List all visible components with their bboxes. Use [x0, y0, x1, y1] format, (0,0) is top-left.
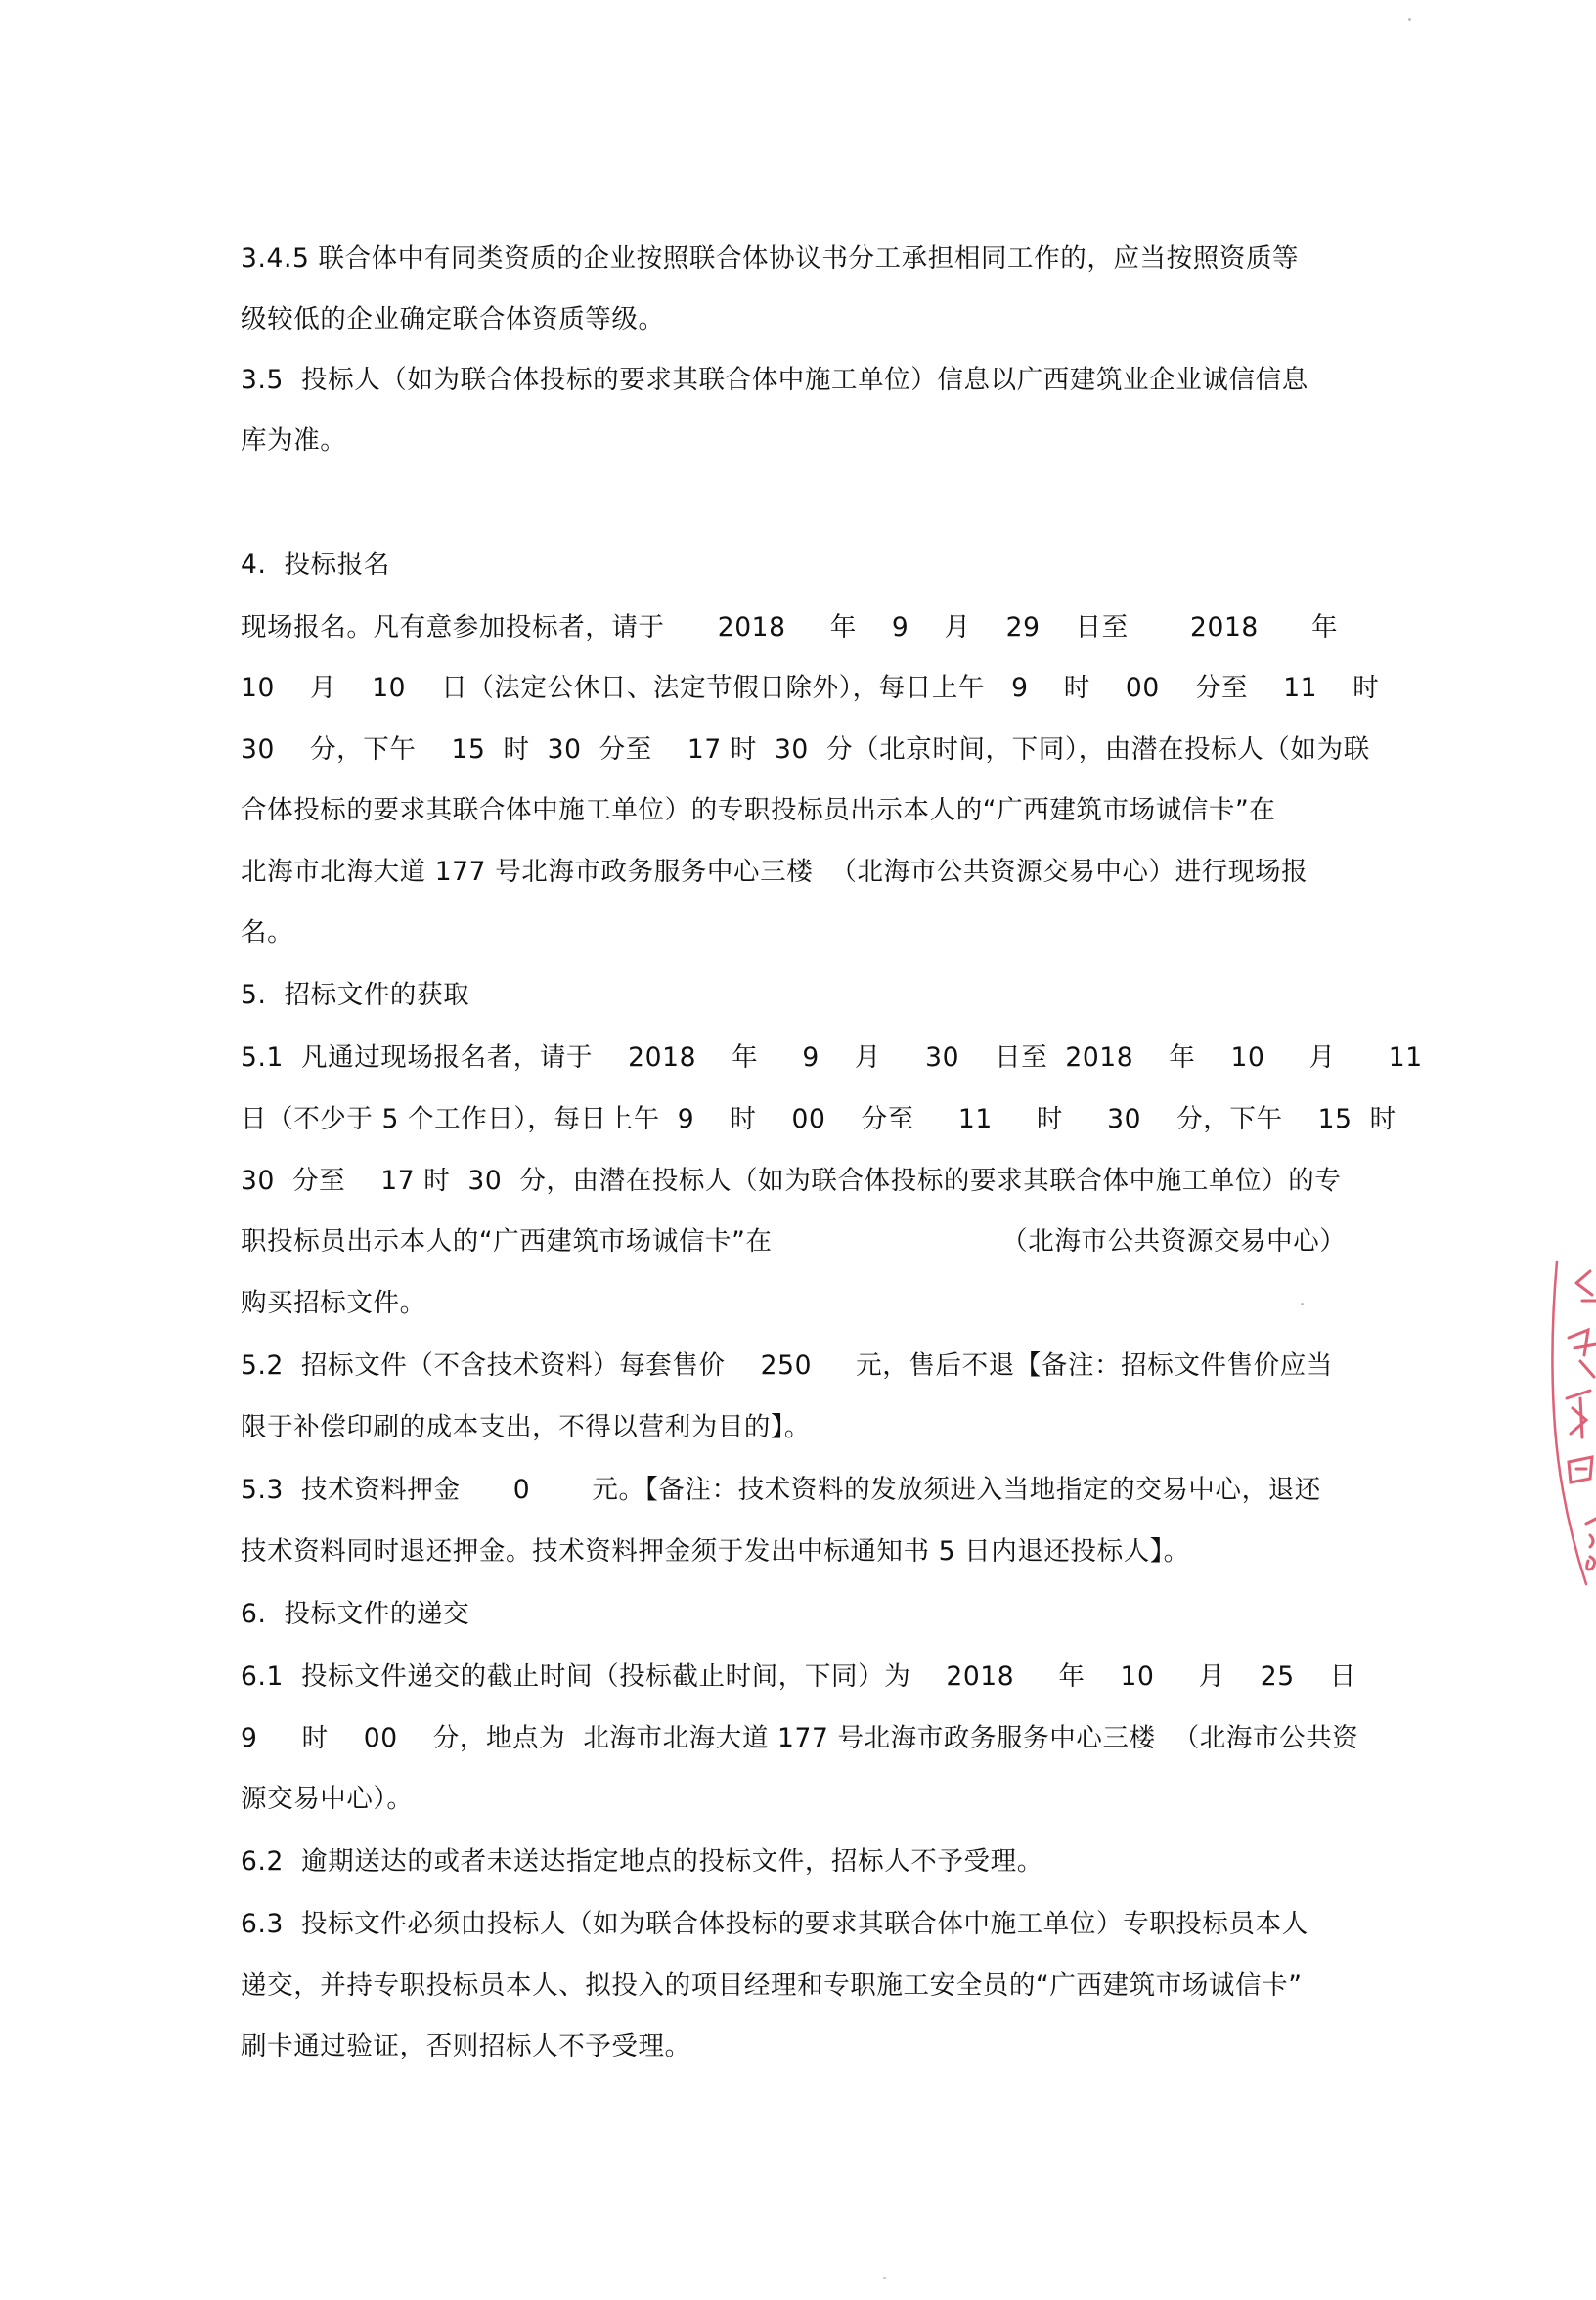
clause-5-2-line-2: 限于补偿印刷的成本支出，不得以营利为目的】。 — [241, 1412, 811, 1442]
section-4-line-1: 现场报名。凡有意参加投标者，请于 2018 年 9 月 29 日至 2018 年 — [241, 612, 1339, 642]
section-4-line-2: 10 月 10 日（法定公休日、法定节假日除外），每日上午 9 时 00 分至 11 时 — [241, 673, 1380, 703]
clause-6-3-line-2: 递交，并持专职投标员本人、拟投入的项目经理和专职施工安全员的“广西建筑市场诚信卡” — [241, 1970, 1303, 2001]
clause-3-4-5-line-2: 级较低的企业确定联合体资质等级。 — [241, 304, 665, 334]
clause-5-3-line-1: 5.3 技术资料押金 0 元。【备注：技术资料的发放须进入当地指定的交易中心，退还 — [241, 1475, 1321, 1505]
clause-6-3-line-3: 刷卡通过验证，否则招标人不予受理。 — [241, 2031, 691, 2061]
clause-6-1-line-2: 9 时 00 分，地点为 北海市北海大道 177 号北海市政务服务中心三楼 （北海市公共资 — [241, 1723, 1359, 1753]
section-5-heading: 5. 招标文件的获取 — [241, 980, 470, 1010]
clause-6-1-line-3: 源交易中心）。 — [241, 1784, 414, 1814]
clause-5-3-line-2: 技术资料同时退还押金。技术资料押金须于发出中标通知书 5 日内退还投标人】。 — [241, 1536, 1190, 1567]
company-seal-stamp — [1547, 1261, 1596, 1594]
clause-5-1-line-4: 职投标员出示本人的“广西建筑市场诚信卡”在 （北海市公共资源交易中心） — [241, 1226, 1347, 1257]
clause-6-2-line: 6.2 逾期送达的或者未送达指定地点的投标文件，招标人不予受理。 — [241, 1846, 1043, 1877]
scan-speck — [1301, 1303, 1304, 1305]
section-4-line-5: 北海市北海大道 177 号北海市政务服务中心三楼 （北海市公共资源交易中心）进行现场报 — [241, 857, 1308, 887]
clause-6-1-line-1: 6.1 投标文件递交的截止时间（投标截止时间，下同）为 2018 年 10 月 25 日 — [241, 1661, 1356, 1692]
section-4-line-6: 名。 — [241, 917, 294, 948]
section-4-line-4: 合体投标的要求其联合体中施工单位）的专职投标员出示本人的“广西建筑市场诚信卡”在 — [241, 795, 1276, 825]
section-6-heading: 6. 投标文件的递交 — [241, 1599, 470, 1629]
clause-5-1-line-5: 购买招标文件。 — [241, 1288, 426, 1318]
clause-6-3-line-1: 6.3 投标文件必须由投标人（如为联合体投标的要求其联合体中施工单位）专职投标员本人 — [241, 1909, 1308, 1939]
clause-3-4-5-line-1: 3.4.5 联合体中有同类资质的企业按照联合体协议书分工承担相同工作的，应当按照资质等 — [241, 243, 1300, 274]
clause-5-2-line-1: 5.2 招标文件（不含技术资料）每套售价 250 元，售后不退【备注：招标文件售价应当 — [241, 1350, 1333, 1381]
scan-speck — [1408, 18, 1411, 21]
clause-3-5-line-1: 3.5 投标人（如为联合体投标的要求其联合体中施工单位）信息以广西建筑业企业诚信信息 — [241, 365, 1308, 395]
clause-5-1-line-2: 日（不少于 5 个工作日），每日上午 9 时 00 分至 11 时 30 分，下午 15 时 — [241, 1104, 1396, 1134]
section-4-heading: 4. 投标报名 — [241, 550, 390, 580]
clause-3-5-line-2: 库为准。 — [241, 425, 347, 456]
scan-speck — [883, 2277, 886, 2279]
section-4-line-3: 30 分，下午 15 时 30 分至 17 时 30 分（北京时间，下同），由潜在投标人（如为联 — [241, 734, 1370, 765]
clause-5-1-line-3: 30 分至 17 时 30 分，由潜在投标人（如为联合体投标的要求其联合体中施工单位）的专 — [241, 1166, 1342, 1196]
clause-5-1-line-1: 5.1 凡通过现场报名者，请于 2018 年 9 月 30 日至 2018 年 10 月 11 — [241, 1042, 1423, 1073]
